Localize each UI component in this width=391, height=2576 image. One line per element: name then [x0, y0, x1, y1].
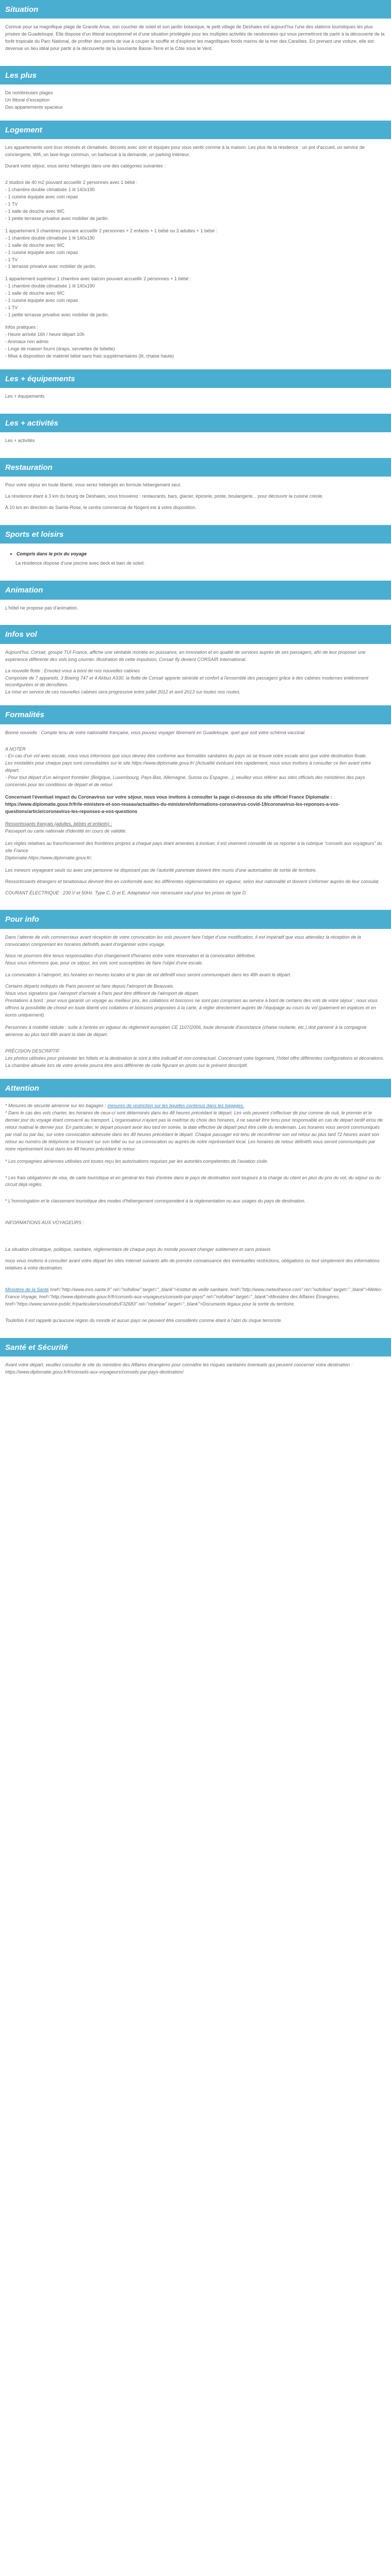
category-line: - 1 petite terrasse privative avec mobilier de jardin.	[5, 312, 109, 318]
attention-line	[5, 1103, 386, 1110]
infos-vol-text: Aujourd'hui, Corsair, groupe TUI France, affiche une véritable montée en puissance, en innovation et en qualité de services auprès de ses passagers, afin de leur proposer une expérience différente des vols long courrier. Illustration de cette impulsion, Corsair fly devient CORSAIR International.	[5, 649, 366, 662]
links-text	[5, 1286, 386, 1308]
info-line: Infos pratiques :	[5, 325, 39, 330]
category-line: 2 studios de 40 m2 pouvant accueillir 2 personnes avec 1 bébé :	[5, 180, 138, 185]
logement-intro: Les appartements sont tous rénovés et climatisés, décorés avec soin et équipés pour vous sentir comme à la maison. Les plus de la résidence : un pot d’accueil, un service de conciergerie, Wifi, un lave-linge commun, un barbecue à la demande, un parking intérieur.	[5, 145, 365, 158]
plus-line: Des appartements spacieux	[5, 105, 63, 110]
infos-voyageurs-title: INFORMATIONS AUX VOYAGEURS :	[5, 1220, 85, 1226]
section-situation	[0, 0, 391, 66]
restauration-text: Pour votre séjour en toute liberté, vous serez hébergés en formule hébergement seul.	[5, 482, 182, 488]
section-restauration	[0, 458, 391, 525]
section-title-restauration: Restauration	[0, 458, 391, 477]
pour-info-line: Nous vous signalons que l'aéroport d'arrivée à Paris peut être différent de l'aéroport de départ.	[5, 991, 199, 996]
attention-text: * Les frais obligatoires de visa, de carte touristique et en général les frais d'entrée dans le pays de destination sont toujours à la charge du client en plus du prix du vol, du séjour ou du circuit déjà réglés.	[5, 1175, 381, 1188]
note-line: Les modalités pour chaque pays sont consultables sur le site https://www.diplomatie.gouv.fr/ (Actualité évoluant très rapidement, nous vous invitons à consulter ce lien avant votre départ.	[5, 760, 371, 773]
equipements-text: Les + équipements	[5, 393, 45, 399]
section-attention	[0, 1079, 391, 1338]
sante-link[interactable]: Ministère de la Santé	[5, 1287, 49, 1293]
category-line: - 1 salle de douche avec WC	[5, 208, 65, 214]
category-line: - 1 TV	[5, 257, 18, 262]
section-title-sante: Santé et Sécurité	[0, 1338, 391, 1357]
infos-vol-line: La nouvelle flotte : Envolez-vous à bord de nos nouvelles cabines	[5, 668, 140, 673]
sports-text: La résidence dispose d’une piscine avec deck et bain de soleil.	[15, 561, 145, 566]
attention-text: La situation climatique, politique, sanitaire, réglementaire de chaque pays du monde pouvant changer subitement et sans préavis	[5, 1247, 271, 1252]
section-title-situation: Situation	[0, 0, 391, 19]
section-title-formalites: Formalités	[0, 705, 391, 724]
section-animation	[0, 581, 391, 625]
terrorism-text: Toutefois il est rappelé qu’aucune région du monde et aucun pays ne peuvent être considérés comme étant à l’abri du risque terroriste.	[5, 1317, 282, 1323]
sante-text: Avant votre départ, veuillez consulter le site du ministère des Affaires étrangères pour connaître les risques sanitaires éventuels qui peuvent concerner votre destination : https://www.diplomatie.gouv.fr/fr/conseils-aux-voyageurs/conseils-par-pays-destination/	[5, 1362, 353, 1375]
section-formalites	[0, 705, 391, 910]
covid-text: Concernant l'éventuel impact du Coronavirus sur votre séjour, nous vous invitons à consulter la page ci-dessous du site officiel France Diplomatie :	[5, 794, 332, 800]
sports-included-item: • Compris dans le prix du voyage	[17, 551, 386, 558]
pour-info-line: Nous ne pourrons être tenus responsables d'un changement d'horaires entre votre réservation et la convocation définitive.	[5, 953, 256, 958]
courant-text: COURANT ÉLECTRIQUE : 230 V et 50Hz. Type C, D et E. Adaptateur non nécessaire sauf pour les prises de type D.	[5, 890, 247, 895]
plus-line: Un littoral d’exception	[5, 97, 50, 103]
infos-vol-line: La mise en service de ces nouvelles cabines sera progressive entre juillet 2012 et avril 2013 sur toutes nos routes.	[5, 689, 241, 695]
category-line: - 1 terrasse privative avec mobilier de jardin.	[5, 264, 96, 269]
category-superior	[5, 276, 386, 319]
category-line: - 1 salle de douche avec WC	[5, 291, 65, 296]
practical-info	[5, 324, 386, 360]
section-activites	[0, 414, 391, 458]
section-pour-info	[0, 910, 391, 1078]
precision-text: Les photos utilisées pour présenter les hôtels et la destination le sont à titre indicatif et non-contractuel. Concernant votre logement, l’hôtel offre différentes configurations et décorations. La chambre allouée lors de votre arrivée pourra être ainsi différente de celle figurant en photo sur le présent descriptif.	[5, 1055, 384, 1068]
category-line: - 1 TV	[5, 201, 18, 207]
pour-info-line: Prestations à bord : pour vous garantir un voyage au meilleur prix, les collations et boissons ne sont pas comprises au service à bord de certains des vols de votre séjour ; nous vous offrons la possibilité de choisir en toute liberté vos collations et boissons proposées à la carte, à régler directement auprès de l’équipage au cours du vol (paiement en espèces et en euros uniquement).	[5, 998, 378, 1018]
links-raw-text: href="http://www.invs.sante.fr" rel="nofollow" target="_blank">Institut de veille sanitaire, href="http://www.meteofrance.com" rel="nofollow" target="_blank">Météo-France Voyage, href="http://www.diplomatie.gouv.fr/fr/conseils-aux-voyageurs/conseils-par-pays/" rel="nofollow" target="_blank">Ministère des Affaires Étrangères, href="https://www.service-public.fr/particuliers/vosdroits/F32683" rel="nofollow" target="_blank">Documents légaux pour la sortie du territoire.	[5, 1287, 383, 1307]
regles-link[interactable]: Diplomatie.https://www.diplomatie.gouv.fr/.	[5, 855, 92, 860]
info-line: - Linge de maison fourni (draps, serviettes de toilette)	[5, 346, 115, 351]
ressortissants-text: Passeport ou carte nationale d'identité en cours de validité.	[5, 828, 127, 834]
logement-categories-title: Durant votre séjour, vous serez hébergés dans une des catégories suivantes :	[5, 163, 166, 169]
category-line: - 1 cuisine équipée avec coin repas	[5, 194, 78, 199]
restauration-text: À 10 km en direction de Sainte-Rose, le centre commercial de Nogent est à votre disposition.	[5, 505, 197, 511]
category-line: - 1 cuisine équipée avec coin repas	[5, 249, 78, 255]
category-studio	[5, 179, 386, 223]
section-equipements	[0, 369, 391, 414]
section-sports	[0, 525, 391, 581]
category-line: 1 appartement 3 chambres pouvant accueillir 2 personnes + 2 enfants + 1 bébé ou 3 adultes + 1 bébé :	[5, 228, 218, 233]
liquids-restriction-link[interactable]: mesures de restriction sur les liquides contenus dans les bagages.	[107, 1103, 245, 1108]
attention-text: * Les compagnies aériennes utilisées ont toutes reçu les autorisations requises par les autorités compétentes de l'aviation civile.	[5, 1158, 268, 1164]
infos-vol-line: Composée de 7 appareils, 3 Boeing 747 et 4 Airbus A330, la flotte de Corsair apporte sérénité et confort à l'ensemble des passagers grâce à des cabines modernes entièrement reconfigurées et de densifiées.	[5, 675, 368, 688]
formalites-text: Bonne nouvelle : Compte tenu de votre nationalité française, vous pouvez voyager librement en Guadeloupe, quel que soit votre schéma vaccinal.	[5, 730, 306, 735]
note-line: - En cas d’un vol avec escale, nous vous informons que vous devrez être conforme aux formalités sanitaires du pays où se trouve votre escale ainsi que votre destination finale.	[5, 753, 367, 759]
note-title: A NOTER	[5, 746, 26, 752]
section-title-attention: Attention	[0, 1079, 391, 1097]
covid-link[interactable]: https://www.diplomatie.gouv.fr/fr/le-ministere-et-son-reseau/actualites-du-ministere/informations-coronavirus-covid-19/coronavirus-les-reponses-a-vos-questions/article/coronavirus-les-reponses-a-vos-questions	[5, 802, 340, 814]
precision-title: PRÉCISION DESCRIPTIF	[5, 1048, 60, 1054]
pour-info-line: Certains départs indiqués de Paris peuvent se faire depuis l'aéroport de Beauvais.	[5, 984, 174, 989]
category-line: - 1 salle de douche avec WC	[5, 242, 65, 248]
pour-info-text: Dans l’attente de vols commerciaux avant réception de votre convocation les vols peuvent faire l’objet d’une modification. Il est impératif que vous attendiez la réception de la convocation comprenant les horaires définitifs avant d’organiser votre voyage.	[5, 934, 361, 947]
mineurs-text: Les mineurs voyageant seuls ou avec une personne ne disposant pas de l'autorité parentale doivent être munis d'une autorisation de sortie de territoire.	[5, 867, 317, 873]
ressortissants-title: Ressortissants français (adultes, bébés et enfants) :	[5, 821, 112, 826]
section-title-plus: Les plus	[0, 66, 391, 84]
regles-text: Les règles relatives au franchissement des frontières propres à chaque pays étant amenées à évoluer, il est vivement conseillé de se reporter à la rubrique “conseils aux voyageurs” du site France	[5, 840, 382, 853]
note-line: - Pour tout départ d’un aéroport frontalier (Belgique, Luxembourg, Pays-Bas, Allemagne, Suisse ou Espagne...), veuillez vous référer aux sites officiels des ministères des pays concernés pour les conditions de départ et de retour.	[5, 775, 365, 788]
category-line: - 1 cuisine équipée avec coin repas	[5, 298, 78, 303]
pour-info-text: Personnes à mobilité réduite : suite à l'entrée en vigueur du règlement européen CE 1107/2006, toute demande d'assistance (chaise roulante, etc.) doit parvenir à la compagnie aérienne au plus tard 48h avant la date de départ.	[5, 1025, 367, 1037]
attention-text: * L'homologation et le classement touristique des modes d'hébergement correspondent à la réglementation ou aux usages du pays de destination.	[5, 1198, 306, 1204]
category-line: 1 appartement supérieur 1 chambre avec balcon pouvant accueillir 2 personnes + 1 bébé :	[5, 276, 191, 282]
attention-line: * Dans le cas des vols charter, les horaires de ceux-ci sont déterminés dans les 48 heures précédant le départ. Les vols peuvent s'effectuer de jour comme de nuit, le premier et le dernier jour du voyage étant consacré au transport. L'organisateur n'ayant pas la maîtrise du choix des horaires, il ne saurait être tenu pour responsable en cas de départ tardif et/ou de retour matinal le dernier jour. En particulier, le départ pouvant avoir lieu tard en soirée, la date effective de départ peut être celle du lendemain. Les horaires vous seront communiqués par mail ou par fax, sur votre convocation adressée dans les 48 heures précédant le départ. Chaque passager est tenu de reconfirmer son vol retour au plus tard 72 heures avant son retour au numéro de téléphone se trouvant sur son billet ou sur sa convocation ou auprès de notre représentant local. Les horaires de retour définitifs vous seront communiqués par notre représentant local dans les 48 heures précédant le retour.	[5, 1110, 383, 1151]
activites-text: Les + activités	[5, 438, 35, 444]
category-line: - 1 chambre double climatisée 1 lit 140x190	[5, 235, 95, 241]
section-plus	[0, 66, 391, 121]
info-line: - Heure arrivée 16h / heure départ 10h	[5, 331, 85, 337]
attention-text: nous vous invitons à consulter avant votre départ les sites Internet suivants afin de prendre connaissance des éventuelles restrictions, obligations ou tout simplement des informations relatives à votre destination.	[5, 1258, 380, 1271]
category-line: - 1 chambre double climatisée 1 lit 140x190	[5, 283, 95, 289]
section-infos-vol	[0, 625, 391, 705]
restauration-text: La résidence étant à 3 km du bourg de Deshaies, vous trouverez : restaurants, bars, glacier, épicerie, poste, boulangerie... pour découvrir la cuisine créole.	[5, 494, 323, 499]
pour-info-line: Nous vous informons que, pour ce séjour, les vols sont susceptibles de faire l'objet d'une escale.	[5, 960, 203, 965]
etrangers-text: Ressortissants étrangers et binationaux devront être en conformité avec les différentes réglementations en vigueur, selon leur nationalité et doivent s'informer auprès de leur consulat.	[5, 878, 380, 884]
info-line: - Animaux non admis	[5, 338, 49, 344]
section-title-animation: Animation	[0, 581, 391, 599]
section-title-sports: Sports et loisirs	[0, 525, 391, 544]
section-sante	[0, 1338, 391, 1389]
plus-line: De nombreuses plages	[5, 90, 53, 96]
section-logement	[0, 121, 391, 369]
section-title-activites: Les + activités	[0, 414, 391, 432]
info-line: - Mise à disposition de matériel bébé sans frais supplémentaires (lit, chaise haute)	[5, 353, 174, 359]
category-line: - 1 petite terrasse privative avec mobilier de jardin.	[5, 215, 109, 221]
category-line: - 1 TV	[5, 305, 18, 311]
section-title-pour-info: Pour info	[0, 910, 391, 928]
section-title-logement: Logement	[0, 121, 391, 139]
pour-info-text: La convocation à l'aéroport, les horaires en heures locales et le plan de vol définitif vous seront communiqués dans les 48h avant le départ.	[5, 972, 291, 978]
category-three-rooms	[5, 228, 386, 271]
animation-text: L'hôtel ne propose pas d'animation.	[5, 605, 78, 611]
situation-text: Connue pour sa magnifique plage de Grande Anse, son coucher de soleil et son jardin botanique, le petit village de Deshaies est aujourd’hui l’une des stations touristiques les plus prisées de Guadeloupe. Elle dispose d’un littoral exceptionnel et d’une situation privilégiée pour les multiples activités de randonnées qui vous permettront de partir à la découverte de la forêt tropicale du Parc National, de profiter des points de vue à couper le souffle et d'explorer les magnifiques fonds marins de la mer des Caraïbes. En prenant une voiture, elle est devenue un lieu idéal pour partir à la découverte de la luxuriante Basse-Terre et la Côte sous le Vent.	[5, 24, 385, 52]
section-title-equipements: Les + équipements	[0, 369, 391, 388]
section-title-infos-vol: Infos vol	[0, 625, 391, 643]
attention-text: * Mesures de sécurité aérienne sur les bagages :	[5, 1103, 108, 1108]
category-line: - 1 chambre double climatisée 1 lit 140x190	[5, 187, 95, 193]
